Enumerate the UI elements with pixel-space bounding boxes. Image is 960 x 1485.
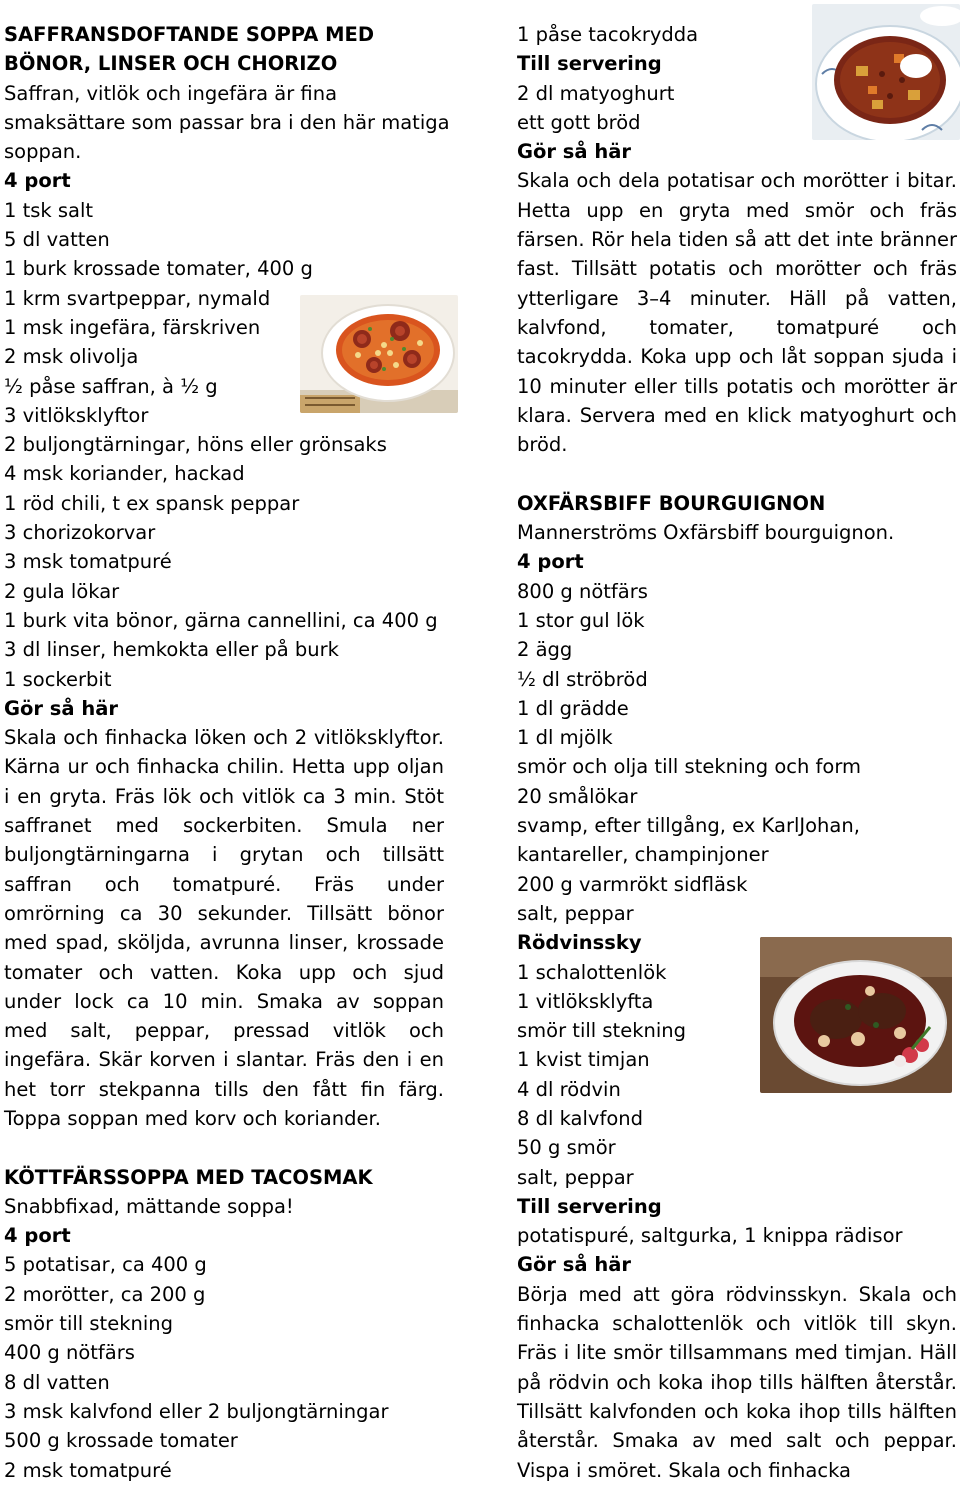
ingredient: 1 röd chili, t ex spansk peppar: [4, 491, 300, 515]
soup-photo-drawing: [300, 295, 458, 413]
ingredient: 3 msk kalvfond eller 2 buljongtärningar: [4, 1399, 389, 1423]
ingredient: 1 msk ingefära, färskriven: [4, 315, 261, 339]
ingredient: 1 kvist timjan: [517, 1048, 650, 1072]
ingredient: 2 buljongtärningar, höns eller grönsaks: [4, 433, 387, 457]
ingredient: smör till stekning: [517, 1019, 687, 1043]
serving-heading: Till servering: [517, 52, 662, 76]
ingredient: 1 dl mjölk: [517, 726, 613, 750]
ingredient: 1 tsk salt: [4, 198, 94, 222]
ingredient: 5 dl vatten: [4, 228, 110, 252]
method-text: Skala och finhacka löken och 2 vitlöksklyftor. Kärna ur och finhacka chilin. Hetta upp oljan i en gryta. Fräs lök och vitlök ca 3 min. Stöt saffranet med sockerbiten. Smula ner buljongtärningarna i grytan och tillsätt saffran och tomatpuré. Fräs under omrörning ca 30 sekunder. Tillsätt bönor med spad, sköljda, avrunna linser, krossade tomater och vatten. Koka upp och sjud under lock ca 10 min. Smaka av soppan med salt, peppar, pressad vitlök och ingefära. Skär korven i slantar. Fräs den i en het torr stekpanna tills den fått fin färg. Toppa soppan med korv och koriander.: [4, 726, 444, 1130]
portions: 4 port: [4, 1224, 71, 1248]
ingredient: 1 burk krossade tomater, 400 g: [4, 257, 313, 281]
recipe-intro: Mannerströms Oxfärsbiff bourguignon.: [517, 521, 895, 545]
sauce-heading: Rödvinssky: [517, 931, 642, 955]
ingredient-list: [517, 577, 957, 929]
ingredient: 200 g varmrökt sidfläsk: [517, 872, 748, 896]
taco-soup-photo: [812, 4, 960, 140]
ingredient: 2 morötter, ca 200 g: [4, 1282, 206, 1306]
ingredient: smör till stekning: [4, 1312, 174, 1336]
serving-item: 2 dl matyoghurt: [517, 81, 675, 105]
ingredient: kantareller, champinjoner: [517, 843, 769, 867]
ingredient: 8 dl kalvfond: [517, 1106, 643, 1130]
ingredient: ½ påse saffran, à ½ g: [4, 374, 218, 398]
ingredient-list: [4, 196, 444, 694]
ingredient: 1 dl grädde: [517, 696, 629, 720]
right-column: [517, 20, 957, 1485]
ingredient: ½ dl ströbröd: [517, 667, 648, 691]
ingredient: 2 gula lökar: [4, 579, 120, 603]
recipe-intro: Saffran, vitlök och ingefära är fina: [4, 81, 338, 105]
ingredient: smör och olja till stekning och form: [517, 755, 862, 779]
portions: 4 port: [4, 169, 71, 193]
method-heading: Gör så här: [517, 140, 632, 164]
ingredient: 8 dl vatten: [4, 1370, 110, 1394]
ingredient: 50 g smör: [517, 1136, 616, 1160]
ingredient: 3 msk tomatpuré: [4, 550, 172, 574]
recipe-title: BÖNOR, LINSER OCH CHORIZO: [4, 52, 338, 76]
method-heading: Gör så här: [4, 696, 119, 720]
ingredient: 20 smålökar: [517, 784, 638, 808]
ingredient: 1 vitlöksklyfta: [517, 989, 654, 1013]
ingredient: 500 g krossade tomater: [4, 1429, 238, 1453]
ingredient: salt, peppar: [517, 1165, 634, 1189]
recipe-title: KÖTTFÄRSSOPPA MED TACOSMAK: [4, 1165, 373, 1189]
serving-item: potatispuré, saltgurka, 1 knippa rädisor: [517, 1224, 903, 1248]
serving-item: ett gott bröd: [517, 110, 641, 134]
ingredient: 1 schalottenlök: [517, 960, 667, 984]
ingredient: 1 burk vita bönor, gärna cannellini, ca 400 g: [4, 608, 438, 632]
ingredient: 4 dl rödvin: [517, 1077, 621, 1101]
method-text: Börja med att göra rödvinsskyn. Skala och finhacka schalottenlök och vitlök till skyn. Fräs i lite smör tillsammans med timjan. Häll på rödvin och koka ihop tills hälften återstår. Tillsätt kalvfonden och koka ihop tills hälften återstår. Smaka av med salt och peppar. Vispa i smöret. Skala och finhacka: [517, 1282, 957, 1482]
ingredient: 2 msk olivolja: [4, 345, 139, 369]
ingredient: 1 påse tacokrydda: [517, 23, 699, 46]
recipe-title: SAFFRANSDOFTANDE SOPPA MED: [4, 23, 375, 46]
ingredient: 3 chorizokorvar: [4, 521, 156, 545]
soup-photo: [300, 295, 458, 413]
ingredient: 3 vitlöksklyftor: [4, 403, 149, 427]
ingredient: 800 g nötfärs: [517, 579, 648, 603]
ingredient: 3 dl linser, hemkokta eller på burk: [4, 638, 339, 662]
recipe-intro: soppan.: [4, 140, 82, 164]
recipe-intro: Snabbfixad, mättande soppa!: [4, 1194, 294, 1218]
taco-soup-photo-drawing: [812, 4, 960, 140]
left-column: [4, 20, 450, 1485]
method-heading: Gör så här: [517, 1253, 632, 1277]
ingredient: svamp, efter tillgång, ex KarlJohan,: [517, 814, 860, 838]
recipe-title: OXFÄRSBIFF BOURGUIGNON: [517, 491, 826, 515]
ingredient-list: [4, 1250, 444, 1484]
ingredient: 1 stor gul lök: [517, 608, 645, 632]
bourguignon-photo-drawing: [760, 937, 952, 1093]
method-text: Skala och dela potatisar och morötter i bitar. Hetta upp en gryta med smör och fräs färsen. Rör hela tiden så att det inte bränner fast. Tillsätt potatis och morötter och fräs ytterligare 3–4 minuter. Häll på vatten, kalvfond, tomater, tomatpuré och tacokrydda. Koka upp och låt soppan sjuda i 10 minuter eller tills potatis och morötter är klara. Servera med en klick matyoghurt och bröd.: [517, 169, 957, 457]
ingredient: 2 ägg: [517, 638, 573, 662]
ingredient: 5 potatisar, ca 400 g: [4, 1253, 207, 1277]
portions: 4 port: [517, 550, 584, 574]
bourguignon-photo: [760, 937, 952, 1093]
ingredient: 1 krm svartpeppar, nymald: [4, 286, 271, 310]
ingredient: 1 sockerbit: [4, 667, 112, 691]
ingredient: salt, peppar: [517, 901, 634, 925]
ingredient: 4 msk koriander, hackad: [4, 462, 245, 486]
ingredient: 400 g nötfärs: [4, 1341, 135, 1365]
recipe-intro: smaksättare som passar bra i den här matiga: [4, 110, 450, 134]
serving-heading: Till servering: [517, 1194, 662, 1218]
ingredient: 2 msk tomatpuré: [4, 1458, 172, 1482]
